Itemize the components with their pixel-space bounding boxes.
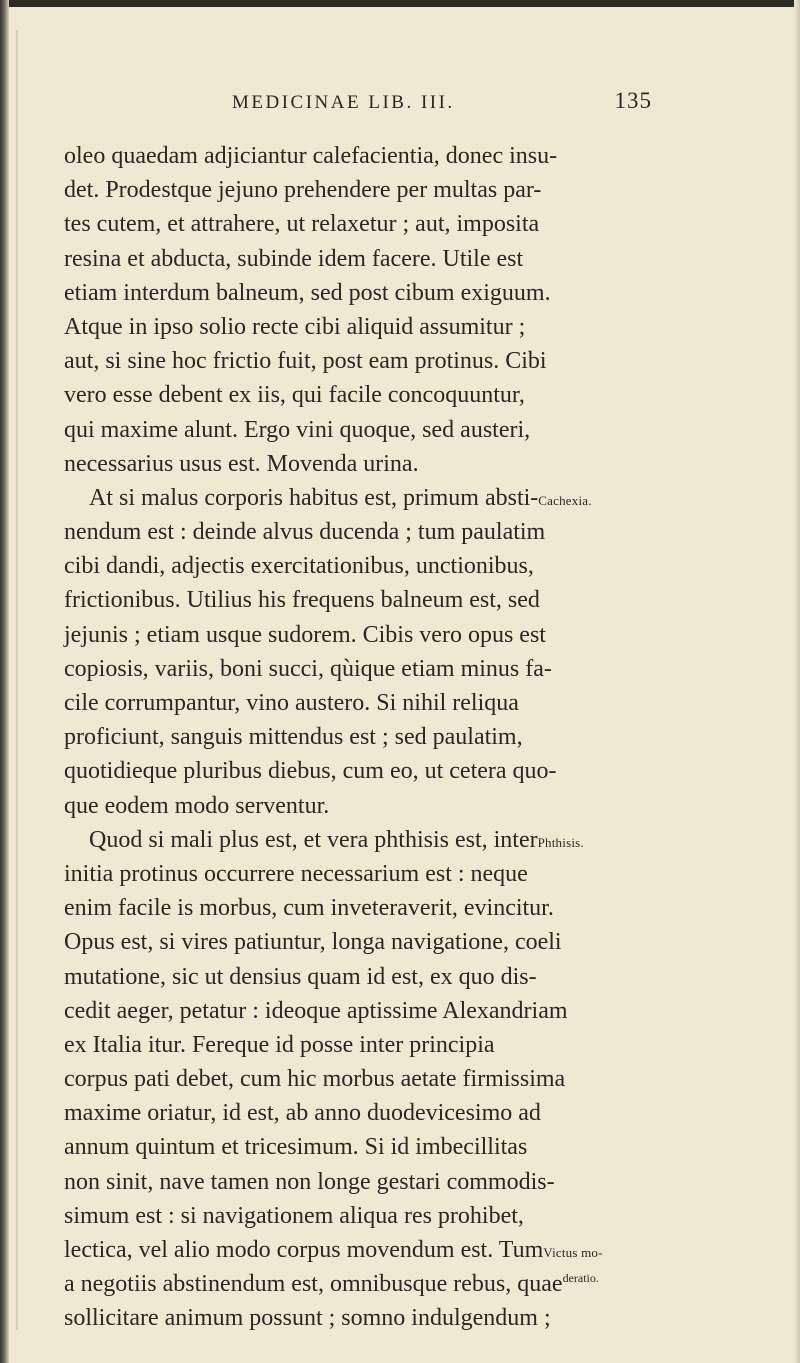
page-number: 135 [614, 88, 652, 113]
line-text: annum quintum et tricesimum. Si id imbecillitas [64, 1134, 528, 1161]
line-text: det. Prodestque jejuno prehendere per multas par- [64, 177, 542, 204]
text-line [64, 857, 684, 891]
text-line [64, 242, 684, 276]
line-text: initia protinus occurrere necessarium est : neque [64, 860, 528, 887]
marginal-note-continuation: deratio. [562, 1271, 599, 1286]
text-line [64, 1267, 684, 1301]
text-line [64, 1062, 684, 1096]
line-text: vero esse debent ex iis, qui facile concoquuntur, [64, 382, 525, 409]
line-text: Opus est, si vires patiuntur, longa navigatione, coeli [64, 929, 562, 956]
page-binding-edge [0, 0, 9, 1363]
line-text: que eodem modo serventur. [64, 792, 330, 819]
line-text: non sinit, nave tamen non longe gestari commodis- [64, 1168, 555, 1195]
text-line [64, 789, 684, 823]
line-text: maxime oriatur, id est, ab anno duodevicesimo ad [64, 1100, 541, 1127]
text-line [64, 686, 684, 720]
line-text: At si malus corporis habitus est, primum absti- [89, 484, 539, 511]
line-text: qui maxime alunt. Ergo vini quoque, sed austeri, [64, 416, 531, 443]
text-line [64, 1028, 684, 1062]
text-line [64, 1165, 684, 1199]
line-text: Atque in ipso solio recte cibi aliquid assumitur ; [64, 313, 526, 340]
line-text: oleo quaedam adjiciantur calefacientia, donec insu- [64, 143, 558, 169]
text-line [64, 583, 684, 617]
text-line [64, 139, 684, 173]
text-line [64, 652, 684, 686]
text-line [64, 994, 684, 1028]
text-line [64, 1199, 684, 1233]
text-line [64, 549, 684, 583]
marginal-note: Cachexia. [538, 492, 592, 508]
marginal-note: Victus mo- [543, 1245, 603, 1260]
text-line [64, 720, 684, 754]
page-right-edge [794, 0, 800, 1363]
line-text: etiam interdum balneum, sed post cibum exiguum. [64, 279, 551, 306]
line-text: quotidieque pluribus diebus, cum eo, ut cetera quo- [64, 758, 557, 785]
text-line [64, 1301, 684, 1335]
line-text: lectica, vel alio modo corpus movendum est. Tum [64, 1237, 544, 1263]
line-text: tes cutem, et attrahere, ut relaxetur ; aut, imposita [64, 211, 540, 238]
text-line [64, 378, 684, 412]
marginal-note: Phthisis. [537, 834, 584, 850]
text-line [64, 891, 684, 925]
line-text: Quod si mali plus est, et vera phthisis est, inter [89, 826, 538, 853]
line-text: mutatione, sic ut densius quam id est, ex quo dis- [64, 963, 537, 990]
text-line [64, 960, 684, 994]
text-line [64, 1096, 684, 1130]
text-line [64, 618, 684, 652]
text-line [64, 823, 684, 857]
text-line [64, 481, 684, 515]
line-text: frictionibus. Utilius his frequens balneum est, sed [64, 587, 540, 614]
text-line [64, 754, 684, 788]
line-text: ex Italia itur. Fereque id posse inter principia [64, 1031, 495, 1058]
line-text: corpus pati debet, cum hic morbus aetate firmissima [64, 1066, 566, 1093]
line-text: enim facile is morbus, cum inveteraverit, evincitur. [64, 895, 554, 922]
page-fold-shadow [16, 30, 18, 1330]
text-line [64, 447, 684, 481]
text-line [64, 413, 684, 447]
text-line [64, 207, 684, 241]
line-text: cedit aeger, petatur : ideoque aptissime Alexandriam [64, 997, 568, 1024]
line-text: cile corrumpantur, vino austero. Si nihil reliqua [64, 690, 519, 716]
line-text: cibi dandi, adjectis exercitationibus, unctionibus, [64, 553, 534, 580]
line-text: simum est : si navigationem aliqua res prohibet, [64, 1202, 524, 1229]
line-text: proficiunt, sanguis mittendus est ; sed paulatim, [64, 724, 523, 751]
text-line [64, 515, 684, 549]
line-text: a negotiis abstinendum est, omnibusque rebus, quae [64, 1271, 563, 1298]
running-title: MEDICINAE LIB. III. [232, 92, 455, 113]
line-text: nendum est : deinde alvus ducenda ; tum paulatim [64, 519, 546, 546]
page-top-edge [0, 0, 800, 7]
text-line [64, 1130, 684, 1164]
text-line [64, 310, 684, 344]
text-line [64, 925, 684, 959]
text-line [64, 344, 684, 378]
line-text: aut, si sine hoc frictio fuit, post eam protinus. Cibi [64, 348, 547, 375]
line-text: jejunis ; etiam usque sudorem. Cibis vero opus est [64, 621, 546, 648]
line-text: necessarius usus est. Movenda urina. [64, 450, 419, 477]
text-line [64, 276, 684, 310]
line-text: resina et abducta, subinde idem facere. Utile est [64, 245, 524, 272]
text-line [64, 1233, 684, 1267]
line-text: copiosis, variis, boni succi, qùique etiam minus fa- [64, 655, 552, 682]
text-line [64, 173, 684, 207]
line-text: sollicitare animum possunt ; somno indulgendum ; [64, 1305, 551, 1332]
body-text [64, 139, 684, 1336]
running-header [232, 88, 652, 122]
